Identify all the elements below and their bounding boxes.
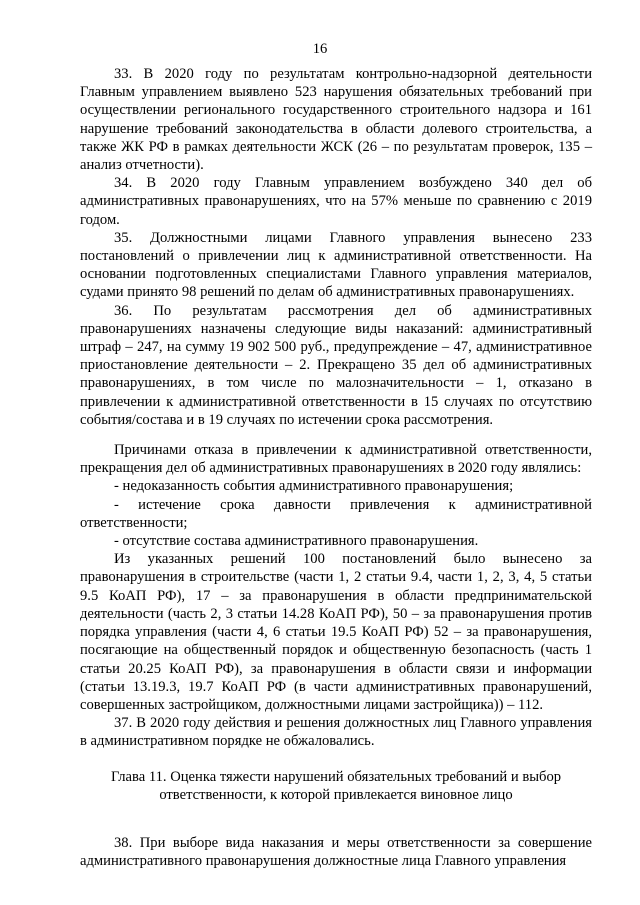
refusal-reasons-intro: Причинами отказа в привлечении к административной ответственности, прекращения дел об административных правонарушениях в 2020 году являлись:	[80, 442, 592, 477]
document-body	[80, 65, 592, 870]
list-item: - истечение срока давности привлечения к административной ответственности;	[80, 496, 592, 531]
paragraph-33: 33. В 2020 году по результатам контрольно-надзорной деятельности Главным управлением выявлено 523 нарушения обязательных требований при осуществлении регионального государственного строительного надзора и 161 нарушение требований законодательства в области долевого строительства, а также ЖК РФ в рамках деятельности ЖСК (26 – по результатам проверок, 135 – анализ отчетности).	[80, 66, 592, 174]
list-item: - отсутствие состава административного правонарушения.	[114, 533, 479, 550]
decisions-breakdown: Из указанных решений 100 постановлений было вынесено за правонарушения в строительстве (части 1, 2 статьи 9.4, части 1, 2, 3, 4, 5 статьи 9.5 КоАП РФ), 17 – за правонарушения в области предпринимательской деятельности (часть 2, 3 статьи 14.28 КоАП РФ), 50 – за правонарушения против порядка управления (части 4, 6 статьи 19.5 КоАП РФ) 52 – за правонарушения, посягающие на общественный порядок и общественную безопасность (часть 1 статьи 20.25 КоАП РФ), за правонарушения в области связи и информации (статьи 13.19.3, 19.7 КоАП РФ (в части административных правонарушений, совершенных застройщиком, должностными лицами застройщика)) – 112.	[80, 551, 592, 713]
chapter-heading: Глава 11. Оценка тяжести нарушений обязательных требований и выбор ответственности, к которой привлекается виновное лицо	[110, 768, 562, 803]
paragraph-37: 37. В 2020 году действия и решения должностных лиц Главного управления в административном порядке не обжаловались.	[80, 715, 592, 750]
page-number: 16	[312, 41, 328, 57]
paragraph-38: 38. При выборе вида наказания и меры ответственности за совершение административного правонарушения должностные лица Главного управления	[80, 834, 592, 870]
paragraph-35: 35. Должностными лицами Главного управления вынесено 233 постановлений о привлечении лиц к административной ответственности. На основании подготовленных специалистами Главного управления материалов, судами принято 98 решений по делам об административных правонарушениях.	[80, 229, 592, 301]
paragraph-34: 34. В 2020 году Главным управлением возбуждено 340 дел об административных правонарушениях, что на 57% меньше по сравнению с 2019 годом.	[80, 175, 592, 228]
paragraph-36: 36. По результатам рассмотрения дел об административных правонарушениях назначены следующие виды наказаний: административный штраф – 247, на сумму 19 902 500 руб., предупреждение – 47, административное приостановление деятельности – 2. Прекращено 35 дел об административных правонарушениях, в том числе по малозначительности – 1, отказано в привлечении к административной ответственности в 15 случаях по отсутствию события/состава и в 19 случаях по истечении срока рассмотрения.	[80, 302, 592, 428]
list-item: - недоказанность события административного правонарушения;	[114, 478, 514, 495]
